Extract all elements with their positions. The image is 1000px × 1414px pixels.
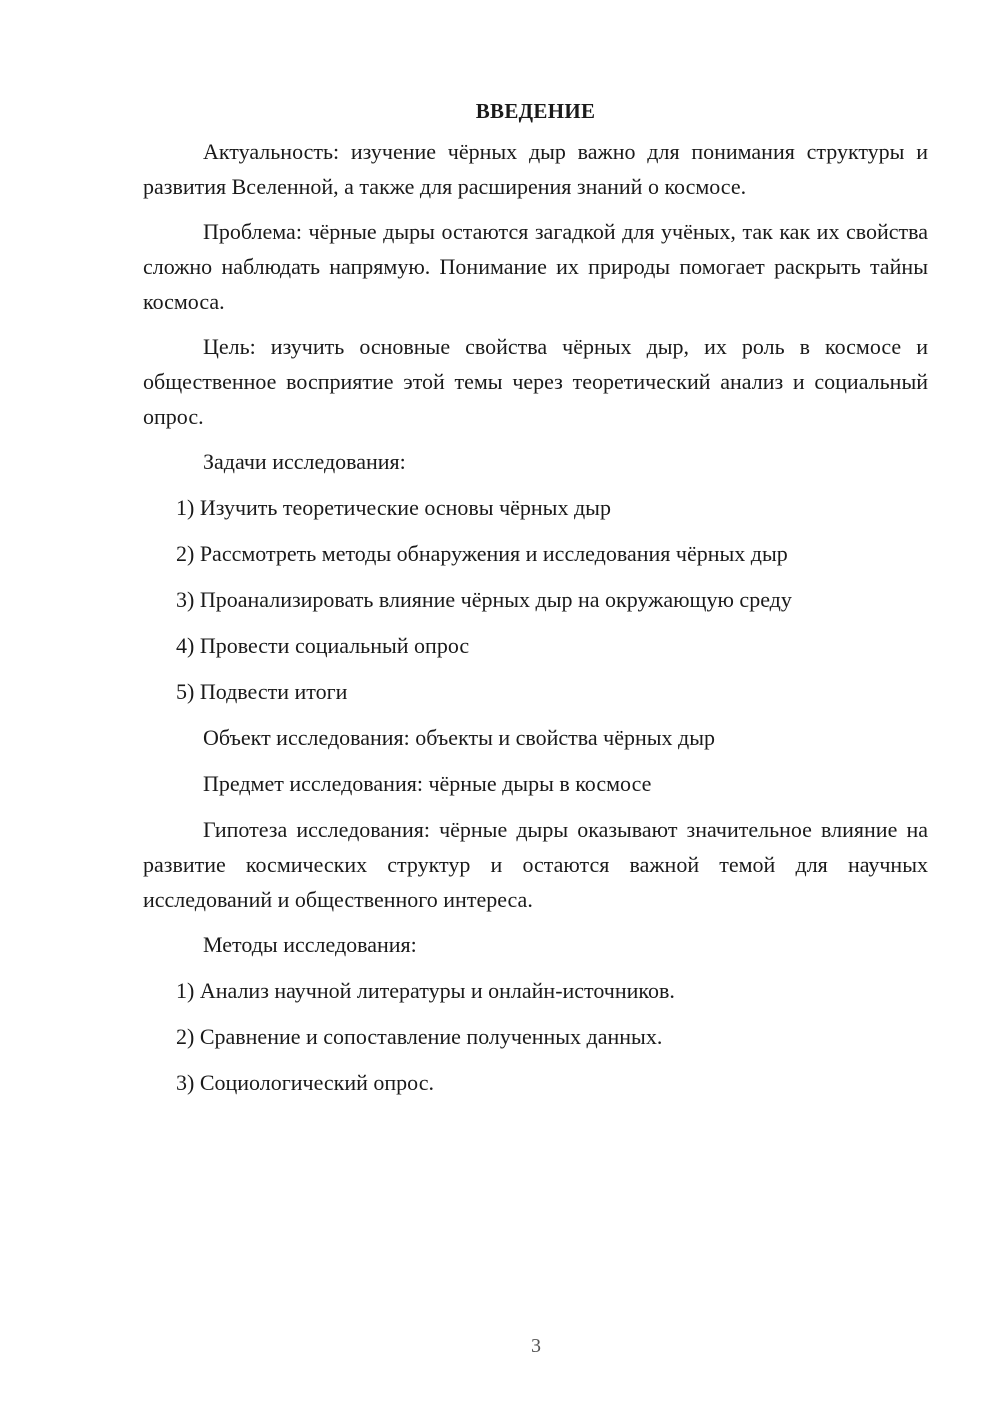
- page-number: 3: [531, 1335, 541, 1357]
- hypothesis-paragraph: Гипотеза исследования: чёрные дыры оказывают значительное влияние на развитие космических структур и остаются важной темой для научных исследований и общественного интереса.: [143, 817, 928, 912]
- tasks-heading: Задачи исследования:: [203, 449, 406, 474]
- list-item: 2) Рассмотреть методы обнаружения и исследования чёрных дыр: [176, 541, 788, 566]
- list-item: 3) Проанализировать влияние чёрных дыр на окружающую среду: [176, 587, 792, 612]
- methods-list: [143, 973, 928, 1100]
- relevance-paragraph: Актуальность: изучение чёрных дыр важно для понимания структуры и развития Вселенной, а также для расширения знаний о космосе.: [143, 139, 928, 199]
- list-item: 2) Сравнение и сопоставление полученных данных.: [176, 1024, 663, 1049]
- methods-heading: Методы исследования:: [203, 932, 417, 957]
- list-item: 1) Изучить теоретические основы чёрных дыр: [176, 495, 611, 520]
- object-line: Объект исследования: объекты и свойства чёрных дыр: [203, 725, 716, 750]
- section-title: ВВЕДЕНИЕ: [475, 99, 596, 123]
- tasks-list: [143, 490, 928, 709]
- list-item: 5) Подвести итоги: [176, 679, 348, 704]
- list-item: 4) Провести социальный опрос: [176, 633, 470, 658]
- subject-line: Предмет исследования: чёрные дыры в космосе: [203, 771, 652, 796]
- problem-paragraph: Проблема: чёрные дыры остаются загадкой для учёных, так как их свойства сложно наблюдать напрямую. Понимание их природы помогает раскрыть тайны космоса.: [143, 219, 928, 314]
- document-page: [143, 96, 928, 1111]
- list-item: 3) Социологический опрос.: [176, 1070, 434, 1095]
- goal-paragraph: Цель: изучить основные свойства чёрных дыр, их роль в космосе и общественное восприятие этой темы через теоретический анализ и социальный опрос.: [143, 334, 928, 429]
- list-item: 1) Анализ научной литературы и онлайн-источников.: [176, 978, 675, 1003]
